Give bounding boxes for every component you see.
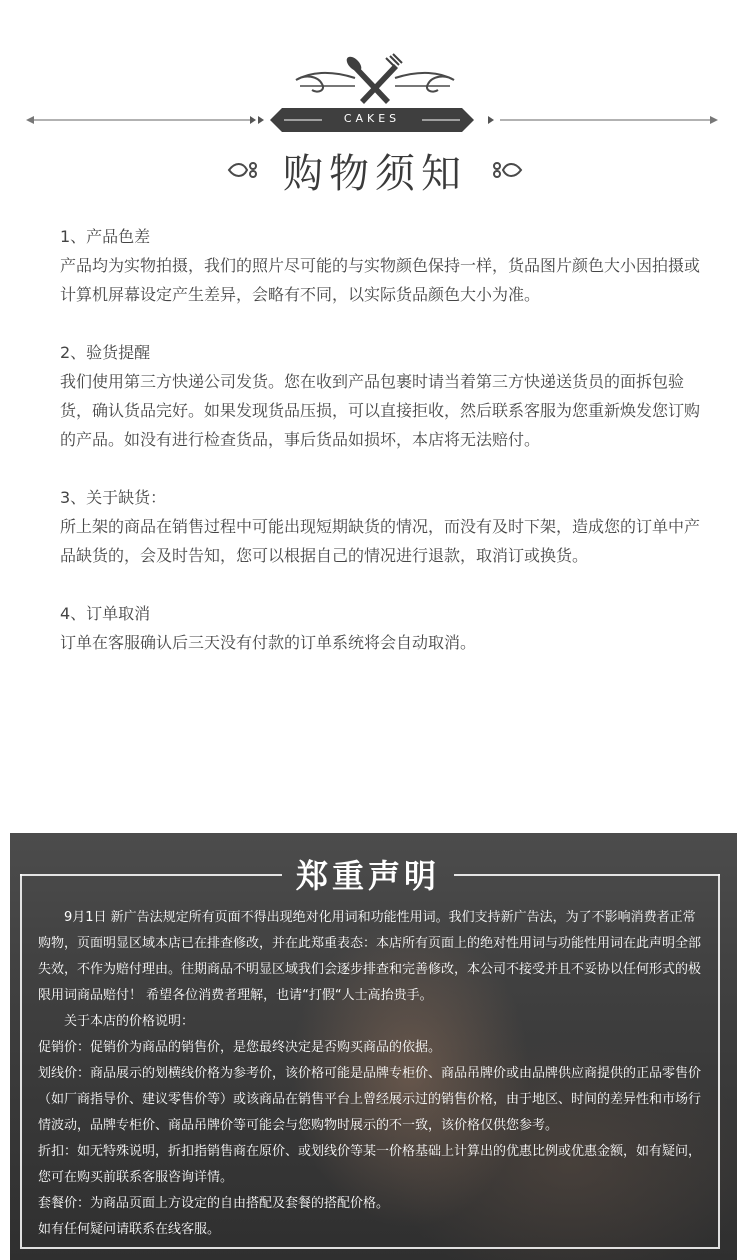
- section-title: 3、关于缺货：: [60, 488, 167, 507]
- strike-price-text: 划线价：商品展示的划横线价格为参考价，该价格可能是品牌专柜价、商品吊牌价或由品牌供应商提供的正品零售价（如厂商指导价、建议零售价等）或该商品在销售平台上曾经展示过的销售价格，由于地区、时间的差异性和市场行情波动，品牌专柜价、商品吊牌价等可能会与您购物时展示的不一致，该价格仅供您参考。: [38, 1066, 702, 1133]
- cutlery-icon: [344, 54, 402, 104]
- legal-notice-panel: [10, 833, 737, 1260]
- contact-text: 如有任何疑问请联系在线客服。: [38, 1222, 221, 1237]
- section-inspection: [60, 338, 700, 454]
- section-order-cancel: [60, 599, 700, 657]
- promo-price-text: 促销价：促销价为商品的销售价，是您最终决定是否购买商品的依据。: [38, 1040, 442, 1055]
- section-body: 订单在客服确认后三天没有付款的订单系统将会自动取消。: [60, 633, 477, 652]
- shopping-notice-content: [60, 222, 700, 686]
- section-body: 产品均为实物拍摄，我们的照片尽可能的与实物颜色保持一样，货品图片颜色大小因拍摄或计算机屏幕设定产生差异，会略有不同，以实际货品颜色大小为准。: [60, 256, 701, 304]
- section-title: 1、产品色差: [60, 227, 151, 246]
- page-title: 购物须知: [283, 150, 467, 197]
- title-row: [0, 140, 750, 200]
- left-flourish-icon: [227, 158, 261, 182]
- price-heading: 关于本店的价格说明：: [64, 1014, 195, 1029]
- notice-title: 郑重声明: [295, 857, 440, 895]
- section-body: 所上架的商品在销售过程中可能出现短期缺货的情况，而没有及时下架，造成您的订单中产品缺货的，会及时告知，您可以根据自己的情况进行退款，取消订或换货。: [60, 517, 701, 565]
- header-banner: [0, 0, 750, 200]
- notice-body: [38, 905, 708, 1243]
- section-title: 4、订单取消: [60, 604, 151, 623]
- section-out-of-stock: [60, 483, 700, 570]
- notice-intro: 9月1日 新广告法规定所有页面不得出现绝对化用词和功能性用词。我们支持新广告法，为了不影响消费者正常购物，页面明显区域本店已在排查修改，并在此郑重表态：本店所有页面上的绝对性用词与功能性用词在此声明全部失效，不作为赔付理由。往期商品不明显区域我们会逐步排查和完善修改，本公司不接受并且不妥协以任何形式的极限用词商品赔付！ 希望各位消费者理解，也请“打假“人士高抬贵手。: [38, 910, 702, 1003]
- section-body: 我们使用第三方快递公司发货。您在收到产品包裹时请当着第三方快递送货员的面拆包验货，确认货品完好。如果发现货品压损，可以直接拒收，然后联系客服为您重新焕发您订购的产品。如没有进行检查货品，事后货品如损坏，本店将无法赔付。: [60, 372, 701, 449]
- section-color-difference: [60, 222, 700, 309]
- section-title: 2、验货提醒: [60, 343, 151, 362]
- discount-text: 折扣：如无特殊说明，折扣指销售商在原价、或划线价等某一价格基础上计算出的优惠比例或优惠金额，如有疑问，您可在购买前联系客服咨询详情。: [38, 1144, 702, 1185]
- cakes-badge-text: CAKES: [343, 112, 401, 125]
- package-price-text: 套餐价：为商品页面上方设定的自由搭配及套餐的搭配价格。: [38, 1196, 390, 1211]
- right-flourish-icon: [489, 158, 523, 182]
